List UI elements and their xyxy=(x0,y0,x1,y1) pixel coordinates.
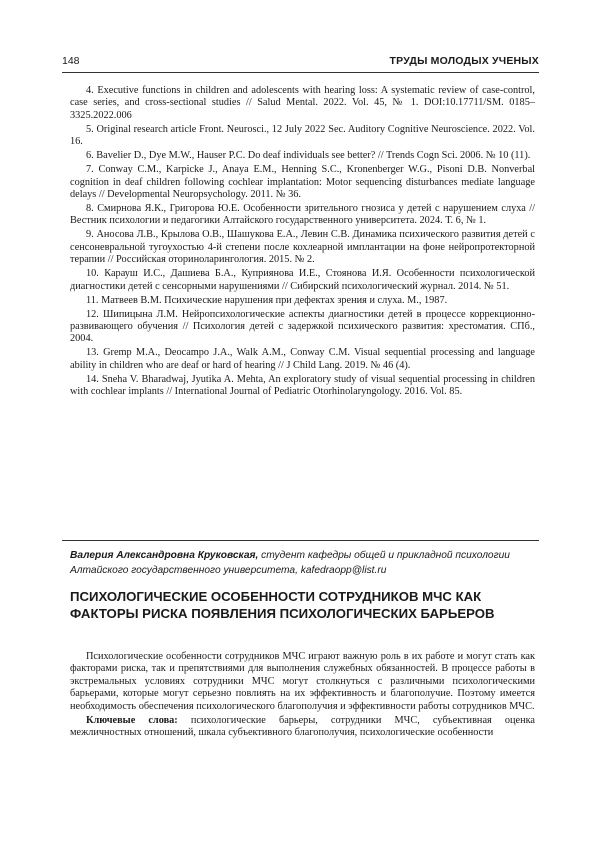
section-divider xyxy=(62,540,539,541)
page-number: 148 xyxy=(62,55,80,67)
reference-item: 6. Bavelier D., Dye M.W., Hauser P.C. Do deaf individuals see better? // Trends Cogn Sci. 2006. № 10 (11). xyxy=(86,150,531,162)
reference-item: 9. Аносова Л.В., Крылова О.В., Шашукова Е.А., Левин С.В. Динамика психического развития детей с сенсоневральной тугоухостью 4-й степени после кохлеарной имплантации на фоне нейропротекторной терапии // Российская оториноларингология. 2015. № 2. xyxy=(70,229,535,266)
article-title: ПСИХОЛОГИЧЕСКИЕ ОСОБЕННОСТИ СОТРУДНИКОВ МЧС КАК ФАКТОРЫ РИСКА ПОЯВЛЕНИЯ ПСИХОЛОГИЧЕСКИХ БАРЬЕРОВ xyxy=(70,589,495,621)
abstract-text: Психологические особенности сотрудников МЧС играют важную роль в их работе и могут стать как факторами риска, так и препятствиями для выполнения служебных обязанностей. В процессе работы в экстремальных условиях сотрудники МЧС могут столкнуться с различными психологическими барьерами, которые могут серьезно повлиять на их эффективность и благополучие. Поэтому имеется необходимость обеспечения психологического благополучия и эффективности работы сотрудников МЧС. xyxy=(70,651,535,712)
author-affiliation: студент кафедры общей и прикладной психологии Алтайского государственного университета, kafedraopp@list.ru xyxy=(70,550,510,576)
reference-item: 8. Смирнова Я.К., Григорова Ю.Е. Особенности зрительного гнозиса у детей с нарушением слуха // Вестник психологии и педагогики Алтайского государственного университета. 2024. Т. 6, № 1. xyxy=(70,203,535,227)
author-name: Валерия Александровна Круковская, xyxy=(70,550,259,561)
reference-item: 14. Sneha V. Bharadwaj, Jyutika A. Mehta, An exploratory study of visual sequential processing in children with cochlear implants // International Journal of Pediatric Otorhinolaryngology. 2016. Vol. 85. xyxy=(70,373,535,398)
reference-item: 7. Conway C.M., Karpicke J., Anaya E.M., Henning S.C., Kronenberger W.G., Pisoni D.B. Nonverbal cognition in deaf children following cochlear implantation: Motor sequencing disturbances mediate language delays // Developmental Neuropsychology. 2011. № 36. xyxy=(70,164,535,201)
reference-item: 12. Шипицына Л.М. Нейропсихологические аспекты диагностики детей в процессе коррекционно-развивающего обучения // Психология детей с задержкой психического развития: хрестоматия. СПб., 2004. xyxy=(70,308,535,345)
header-rule xyxy=(62,72,539,73)
journal-title: ТРУДЫ МОЛОДЫХ УЧЕНЫХ xyxy=(389,55,539,67)
reference-list xyxy=(70,85,535,400)
reference-item: 10. Карауш И.С., Дашиева Б.А., Куприянова И.Е., Стоянова И.Я. Особенности психологической диагностики детей с сенсорными нарушениями // Сибирский психологический журнал. 2014. № 51. xyxy=(70,268,535,292)
abstract xyxy=(70,651,535,741)
keywords-label: Ключевые слова: xyxy=(86,714,178,726)
reference-item: 13. Gremp M.A., Deocampo J.A., Walk A.M., Conway C.M. Visual sequential processing and language ability in children who are deaf or hard of hearing // J Child Lang. 2019. № 46 (4). xyxy=(70,347,535,371)
keywords xyxy=(70,715,535,740)
reference-item: 11. Матвеев В.М. Психические нарушения при дефектах зрения и слуха. М., 1987. xyxy=(86,294,448,306)
keywords-text: психологические барьеры, сотрудники МЧС, субъективная оценка межличностных отношений, шкала субъективного благополучия, психологические особенности xyxy=(70,714,535,739)
author-line xyxy=(70,549,540,578)
reference-item: 5. Original research article Front. Neurosci., 12 July 2022 Sec. Auditory Cognitive Neuroscience. 2022. Vol. 16. xyxy=(70,123,535,148)
running-header xyxy=(62,53,539,69)
reference-item: 4. Executive functions in children and adolescents with hearing loss: A systematic review of case-control, case series, and cross-sectional studies // Salud Mental. 2022. Vol. 45, № 1. DOI:10.17711/SM. 0185–3325.2022.006 xyxy=(70,85,535,121)
